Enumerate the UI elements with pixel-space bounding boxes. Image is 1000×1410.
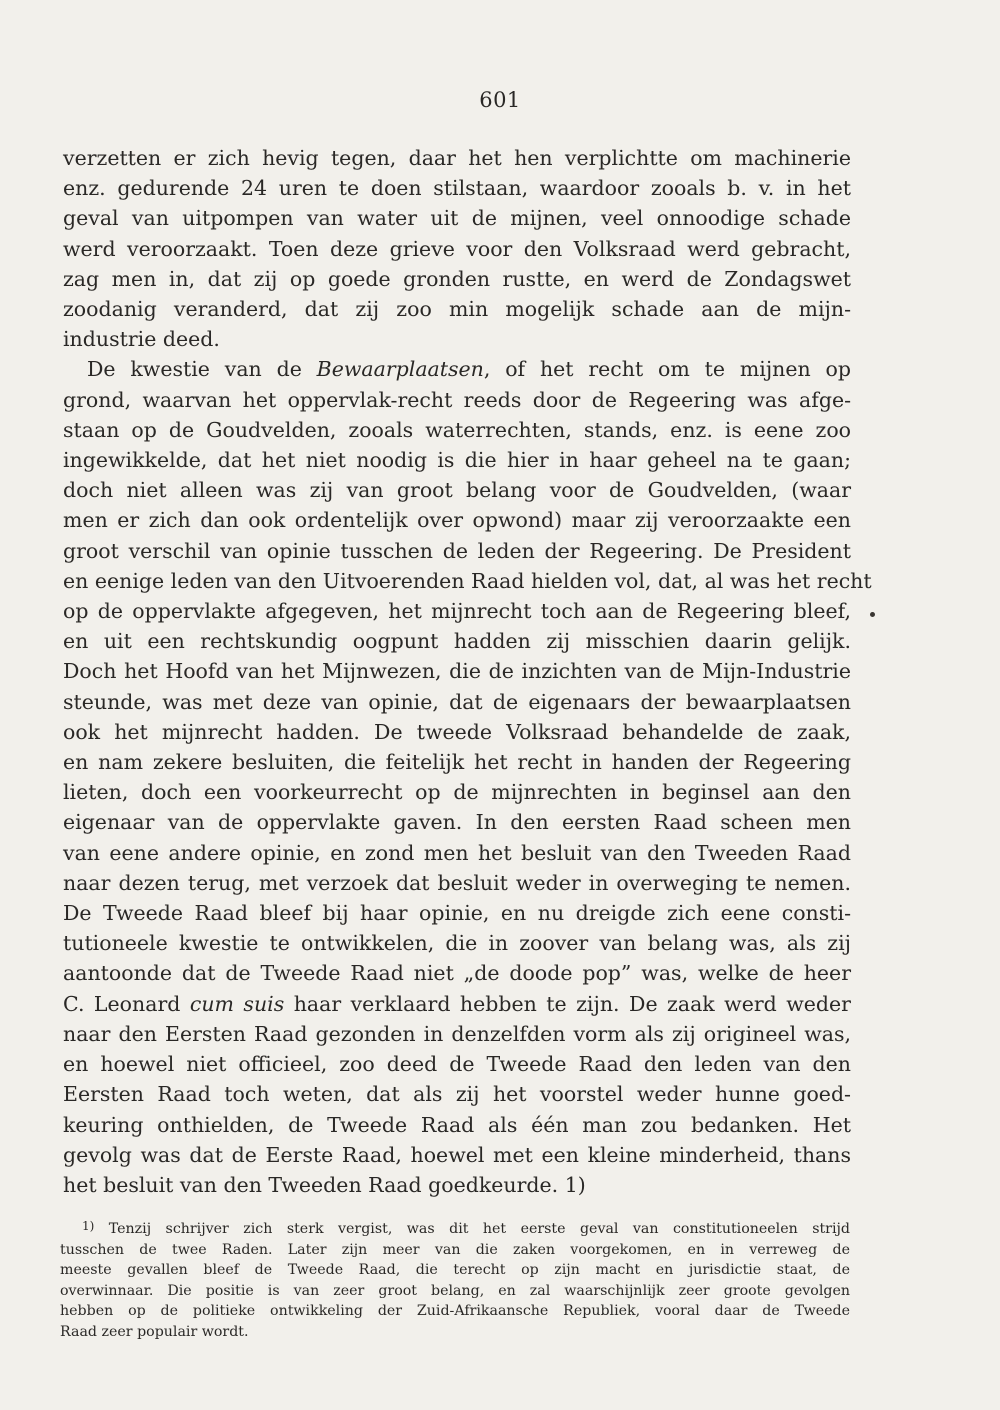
text-line: enz. gedurende 24 uren te doen stilstaan, waardoor zooals b. v. in het	[63, 176, 851, 201]
text-line: het besluit van den Tweeden Raad goedkeurde. 1)	[63, 1172, 586, 1197]
text-line: lieten, doch een voorkeurrecht op de mijnrechten in beginsel aan den	[63, 780, 851, 805]
text-line: verzetten er zich hevig tegen, daar het hen verplichtte om machinerie	[63, 146, 851, 170]
footnote-line: tusschen de twee Raden. Later zijn meer van die zaken voorgekomen, en in verreweg de	[60, 1241, 850, 1258]
text-line: grond, waarvan het oppervlak-recht reeds door de Regeering was afge-	[63, 387, 851, 412]
text-line: naar den Eersten Raad gezonden in denzelfden vorm als zij origineel was,	[63, 1021, 851, 1046]
text-line: geval van uitpompen van water uit de mijnen, veel onnoodige schade	[63, 206, 851, 231]
text-line: ook het mijnrecht hadden. De tweede Volksraad behandelde de zaak,	[63, 719, 851, 744]
text-line: gevolg was dat de Eerste Raad, hoewel met een kleine minderheid, thans	[63, 1142, 851, 1167]
text-line: tutioneele kwestie te ontwikkelen, die in zoover van belang was, als zij	[63, 931, 851, 956]
text-line: keuring onthielden, de Tweede Raad als één man zou bedanken. Het	[63, 1112, 851, 1137]
text-line: steunde, was met deze van opinie, dat de eigenaars der bewaarplaatsen	[63, 689, 851, 714]
text-line: groot verschil van opinie tusschen de leden der Regeering. De President	[63, 538, 851, 563]
text-line: naar dezen terug, met verzoek dat besluit weder in overweging te nemen.	[63, 870, 851, 895]
page-number: 601	[479, 88, 521, 112]
text-line: en uit een rechtskundig oogpunt hadden zij misschien daarin gelijk.	[63, 629, 851, 654]
body-text	[63, 143, 872, 1200]
text-line: Eersten Raad toch weten, dat als zij het voorstel weder hunne goed-	[63, 1082, 851, 1107]
text-line: werd veroorzaakt. Toen deze grieve voor den Volksraad werd gebracht,	[63, 236, 851, 261]
text-line: men er zich dan ook ordentelijk over opwond) maar zij veroorzaakte een	[63, 508, 851, 533]
footnote-text: Tenzij schrijver zich sterk vergist, was dit het eerste geval van constitutioneelen strijd	[108, 1221, 850, 1237]
text-line: en nam zekere besluiten, die feitelijk het recht in handen der Regeering	[63, 750, 851, 775]
footnote-line: overwinnaar. Die positie is van zeer groot belang, en zal waarschijnlijk zeer groote gevolgen	[60, 1282, 850, 1299]
text-line: Doch het Hoofd van het Mijnwezen, die de inzichten van de Mijn-Industrie	[63, 659, 851, 684]
text-line-italic-cum-suis: C. Leonard cum suis haar verklaard hebben te zijn. De zaak werd weder	[63, 991, 851, 1016]
text-line: staan op de Goudvelden, zooals waterrechten, stands, enz. is eene zoo	[63, 417, 851, 442]
text-line: op de oppervlakte afgegeven, het mijnrecht toch aan de Regeering bleef,	[63, 599, 851, 624]
footnotes	[60, 1216, 850, 1343]
text-line: doch niet alleen was zij van groot belang voor de Goudvelden, (waar	[63, 478, 851, 503]
footnote-marker: 1)	[82, 1219, 95, 1233]
footnote-line: hebben op de politieke ontwikkeling der Zuid-Afrikaansche Republiek, vooral daar de Tweede	[60, 1303, 850, 1320]
footnote-line: Raad zeer populair wordt.	[60, 1323, 249, 1340]
italic-cum-suis: cum suis	[189, 991, 285, 1016]
italic-bewaarplaatsen: Bewaarplaatsen	[316, 357, 484, 382]
text-line: ingewikkelde, dat het niet noodig is die hier in haar geheel na te gaan;	[63, 448, 851, 473]
text-line: van eene andere opinie, en zond men het besluit van den Tweeden Raad	[63, 840, 851, 865]
text-line: en eenige leden van den Uitvoerenden Raad hielden vol, dat, al was het recht	[63, 568, 872, 593]
text-line: zoodanig veranderd, dat zij zoo min mogelijk schade aan de mijn-	[63, 297, 851, 322]
ink-spot	[870, 612, 875, 617]
text-line: eigenaar van de oppervlakte gaven. In den eersten Raad scheen men	[63, 810, 851, 835]
text-line: zag men in, dat zij op goede gronden rustte, en werd de Zondagswet	[63, 266, 851, 291]
text-line-italic-bewaarplaatsen: De kwestie van de Bewaarplaatsen, of het recht om te mijnen op	[87, 357, 851, 382]
text-line: en hoewel niet officieel, zoo deed de Tweede Raad den leden van den	[63, 1052, 851, 1077]
footnote-line: meeste gevallen bleef de Tweede Raad, die terecht op zijn macht en jurisdictie staat, de	[60, 1262, 850, 1279]
text-line: De Tweede Raad bleef bij haar opinie, en nu dreigde zich eene consti-	[63, 901, 851, 926]
text-line: aantoonde dat de Tweede Raad niet „de doode pop” was, welke de heer	[63, 961, 851, 986]
footnote-line	[60, 1216, 850, 1240]
text-line: industrie deed.	[63, 327, 220, 352]
